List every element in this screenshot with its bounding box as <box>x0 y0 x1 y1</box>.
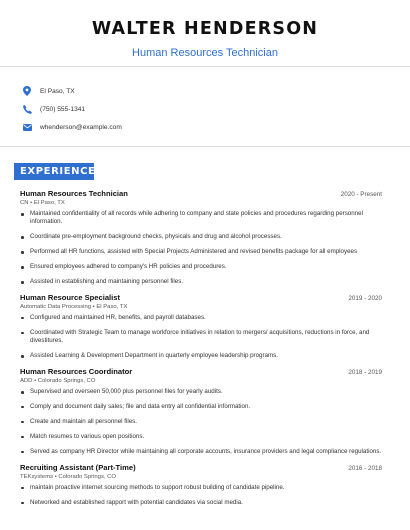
job-bullet: Networked and established rapport with potential candidates via social media. <box>20 499 382 507</box>
job-company: ADD • Colorado Springs, CO <box>20 378 96 385</box>
job-bullet: Configured and maintained HR, benefits, and payroll databases. <box>20 314 382 322</box>
job-bullet: Coordinate pre-employment background checks, physicals and drug and alcohol processes. <box>20 233 382 241</box>
experience-section-title: EXPERIENCE <box>20 166 96 177</box>
job-bullet: Match resumes to various open positions. <box>20 433 382 441</box>
contact-divider <box>0 146 410 147</box>
job-company: CN • El Paso, TX <box>20 200 65 206</box>
job-title-headline: Human Resources Technician <box>132 47 278 59</box>
job-title: Human Resource Specialist <box>20 292 121 302</box>
contact-phone <box>22 100 122 118</box>
job-bullets <box>20 210 382 286</box>
location-pin-icon <box>22 86 32 96</box>
job-bullet: Coordinated with Strategic Team to manage workforce initiatives in relation to mergers/ acquisitions, reductions in force, and divestitures. <box>20 329 382 346</box>
job-dates: 2020 - Present <box>340 191 382 198</box>
job-entry <box>20 463 382 507</box>
header-divider <box>0 66 410 67</box>
job-entry <box>20 189 382 286</box>
job-bullet: Maintained confidentiality of all records while adhering to company and state policies and procedures regarding personnel information. <box>20 210 382 227</box>
job-bullets <box>20 388 382 456</box>
job-entry <box>20 293 382 361</box>
job-bullet: Ensured employees adhered to company's HR policies and procedures. <box>20 263 382 271</box>
job-bullet: Assisted Learning & Development Department in quarterly employee leadership programs. <box>20 352 382 360</box>
job-bullet: Supervised and overseen 50,000 plus personnel files for yearly audits. <box>20 388 382 396</box>
job-title: Human Resources Technician <box>20 189 128 198</box>
job-bullet: Assisted in establishing and maintaining personnel files. <box>20 278 382 286</box>
job-dates: 2018 - 2019 <box>348 369 382 377</box>
job-bullet: Comply and document daily sales; file and data entry all confidential information. <box>20 403 382 411</box>
job-company: TEKsystems • Colorado Springs, CO <box>20 473 117 480</box>
job-company: Automatic Data Processing • El Paso, TX <box>20 303 128 310</box>
job-bullet: maintain proactive internet sourcing methods to support robust building of candidate pipeline. <box>20 484 382 492</box>
job-bullet: Create and maintain all personnel files. <box>20 418 382 426</box>
job-bullet: Performed all HR functions, assisted with Special Projects Administered and revised benefits package for all employees <box>20 248 382 256</box>
job-dates: 2016 - 2018 <box>348 464 382 472</box>
experience-section-header <box>14 163 94 180</box>
job-title: Recruiting Assistant (Part-Time) <box>20 462 136 472</box>
contact-email-text: whenderson@example.com <box>40 123 122 131</box>
job-bullets <box>20 484 382 507</box>
experience-list <box>20 189 382 513</box>
resume-header <box>0 0 410 60</box>
contact-location <box>22 82 122 100</box>
job-title: Human Resources Coordinator <box>20 367 133 377</box>
job-bullet: Served as company HR Director while maintaining all corporate accounts, insurance providers and legal compliance regulations. <box>20 448 382 456</box>
job-dates: 2019 - 2020 <box>348 294 382 302</box>
contact-phone-text: (750) 555-1341 <box>40 105 86 113</box>
phone-icon <box>22 104 32 114</box>
email-icon <box>22 122 32 132</box>
job-bullets <box>20 314 382 361</box>
contact-location-text: El Paso, TX <box>40 87 75 95</box>
contact-list <box>22 82 122 136</box>
job-entry <box>20 367 382 456</box>
contact-email <box>22 118 122 136</box>
candidate-name: WALTER HENDERSON <box>91 19 319 39</box>
